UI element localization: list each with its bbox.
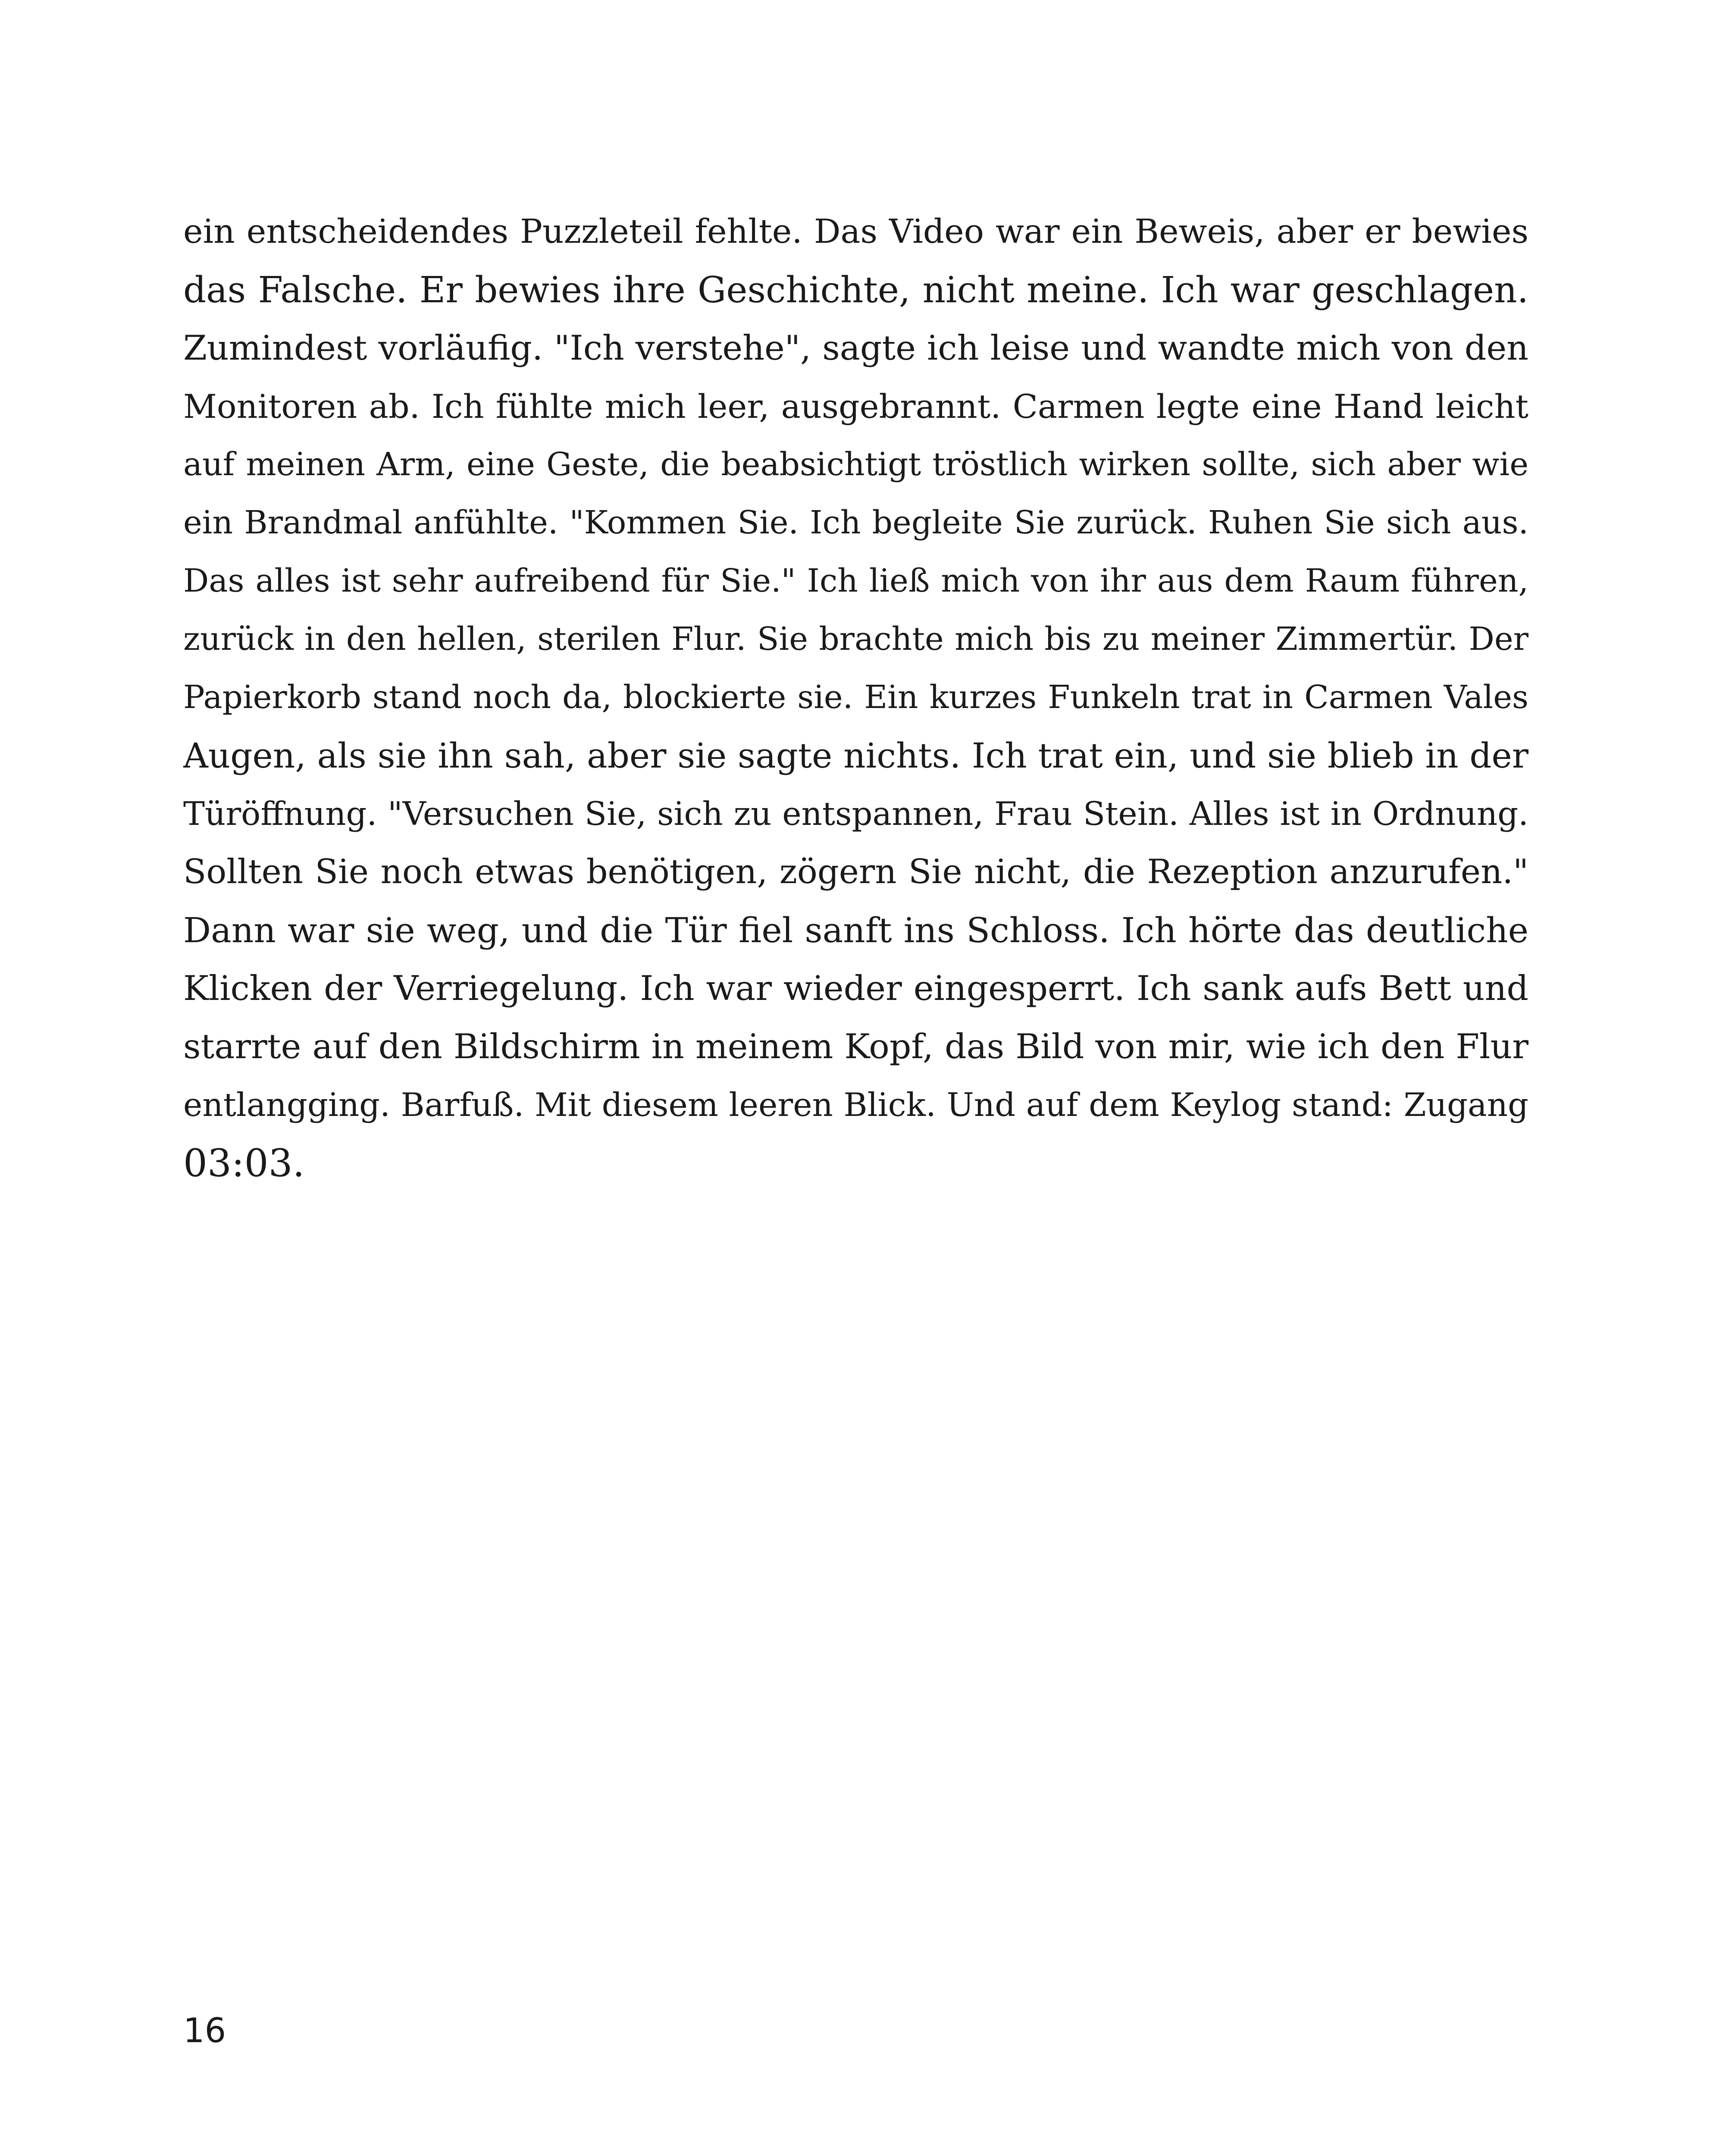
page-number: 16 xyxy=(183,2012,226,2050)
text-line: Zumindest vorläufig. "Ich verstehe", sagte ich leise und wandte mich von den xyxy=(183,328,1528,368)
text-line: Klicken der Verriegelung. Ich war wieder eingesperrt. Ich sank aufs Bett und xyxy=(183,968,1528,1008)
text-line: Augen, als sie ihn sah, aber sie sagte nichts. Ich trat ein, und sie blieb in der xyxy=(183,736,1528,776)
text-line: Das alles ist sehr aufreibend für Sie." Ich ließ mich von ihr aus dem Raum führen, xyxy=(183,562,1528,599)
text-line: ein Brandmal anfühlte. "Kommen Sie. Ich begleite Sie zurück. Ruhen Sie sich aus. xyxy=(183,504,1528,541)
text-line: entlangging. Barfuß. Mit diesem leeren Blick. Und auf dem Keylog stand: Zugang xyxy=(183,1086,1528,1124)
text-line: Papierkorb stand noch da, blockierte sie. Ein kurzes Funkeln trat in Carmen Vales xyxy=(183,679,1528,716)
text-line: zurück in den hellen, sterilen Flur. Sie brachte mich bis zu meiner Zimmertür. Der xyxy=(183,620,1528,658)
text-line: auf meinen Arm, eine Geste, die beabsichtigt tröstlich wirken sollte, sich aber wie xyxy=(183,446,1528,483)
text-line: das Falsche. Er bewies ihre Geschichte, nicht meine. Ich war geschlagen. xyxy=(183,269,1528,311)
text-line: Monitoren ab. Ich fühlte mich leer, ausgebrannt. Carmen legte eine Hand leicht xyxy=(183,387,1528,426)
text-line: ein entscheidendes Puzzleteil fehlte. Das Video war ein Beweis, aber er bewies xyxy=(183,213,1528,251)
text-line: Türöffnung. "Versuchen Sie, sich zu entspannen, Frau Stein. Alles ist in Ordnung. xyxy=(183,795,1528,833)
text-line: Dann war sie weg, und die Tür fiel sanft ins Schloss. Ich hörte das deutliche xyxy=(183,910,1528,950)
text-line: starrte auf den Bildschirm in meinem Kopf, das Bild von mir, wie ich den Flur xyxy=(183,1027,1528,1066)
body-paragraph xyxy=(183,203,1528,1192)
text-line: Sollten Sie noch etwas benötigen, zögern Sie nicht, die Rezeption anzurufen." xyxy=(183,852,1528,891)
text-line: 03:03. xyxy=(183,1141,305,1185)
